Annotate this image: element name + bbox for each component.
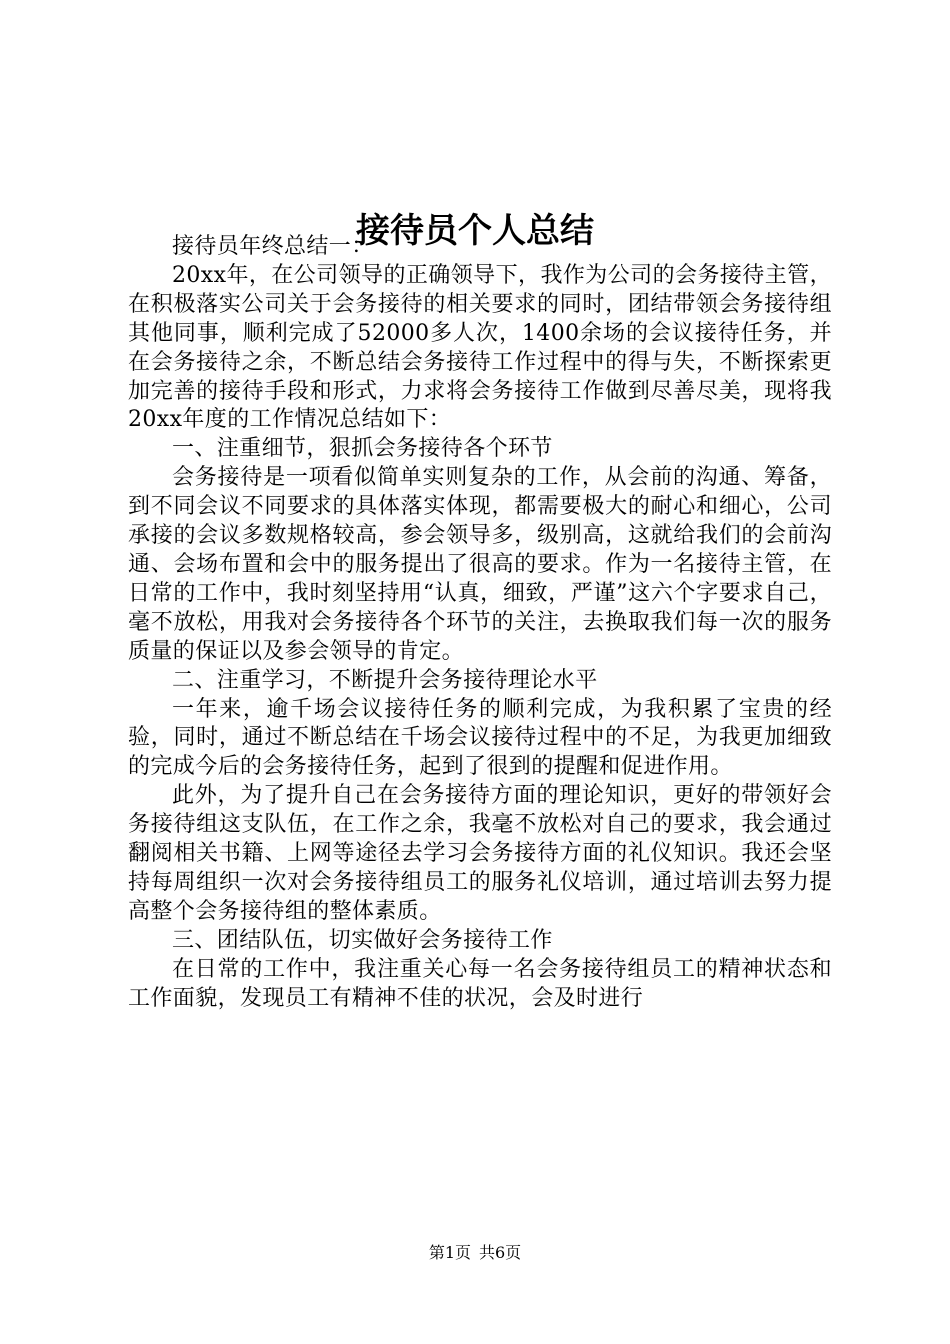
body-paragraph: 此外，为了提升自己在会务接待方面的理论知识，更好的带领好会务接待组这支队伍，在工作之余，我毫不放松对自己的要求，我会通过翻阅相关书籍、上网等途径去学习会务接待方面的礼仪知识。我还会坚持每周组织一次对会务接待组员工的服务礼仪培训，通过培训去努力提高整个会务接待组的整体素质。	[128, 783, 832, 924]
page-number: 第1页	[428, 1243, 471, 1262]
body-paragraph: 在日常的工作中，我注重关心每一名会务接待组员工的精神状态和工作面貌，发现员工有精神不佳的状况，会及时进行	[128, 956, 832, 1011]
page-footer	[0, 1243, 950, 1263]
section-heading: 一、注重细节，狠抓会务接待各个环节	[172, 436, 553, 462]
body-paragraph: 20xx年，在公司领导的正确领导下，我作为公司的会务接待主管，在积极落实公司关于会务接待的相关要求的同时，团结带领会务接待组其他同事，顺利完成了52000多人次，1400余场的会议接待任务，并在会务接待之余，不断总结会务接待工作过程中的得与失，不断探索更加完善的接待手段和形式，力求将会务接待工作做到尽善尽美，现将我20xx年度的工作情况总结如下：	[128, 262, 832, 433]
section-heading: 三、团结队伍，切实做好会务接待工作	[172, 927, 553, 953]
section-intro-heading: 接待员年终总结一：	[172, 234, 374, 259]
document-body	[128, 233, 832, 1013]
page-total: 共6页	[479, 1243, 522, 1262]
body-paragraph: 一年来，逾千场会议接待任务的顺利完成，为我积累了宝贵的经验，同时，通过不断总结在千场会议接待过程中的不足，为我更加细致的完成今后的会务接待任务，起到了很到的提醒和促进作用。	[128, 696, 832, 780]
section-heading: 二、注重学习，不断提升会务接待理论水平	[172, 667, 598, 693]
body-paragraph: 会务接待是一项看似简单实则复杂的工作，从会前的沟通、筹备，到不同会议不同要求的具体落实体现，都需要极大的耐心和细心，公司承接的会议多数规格较高，参会领导多，级别高，这就给我们的会前沟通、会场布置和会中的服务提出了很高的要求。作为一名接待主管，在日常的工作中，我时刻坚持用“认真，细致，严谨”这六个字要求自己，毫不放松，用我对会务接待各个环节的关注，去换取我们每一次的服务质量的保证以及参会领导的肯定。	[128, 465, 832, 664]
document-title: 接待员个人总结	[356, 210, 594, 251]
